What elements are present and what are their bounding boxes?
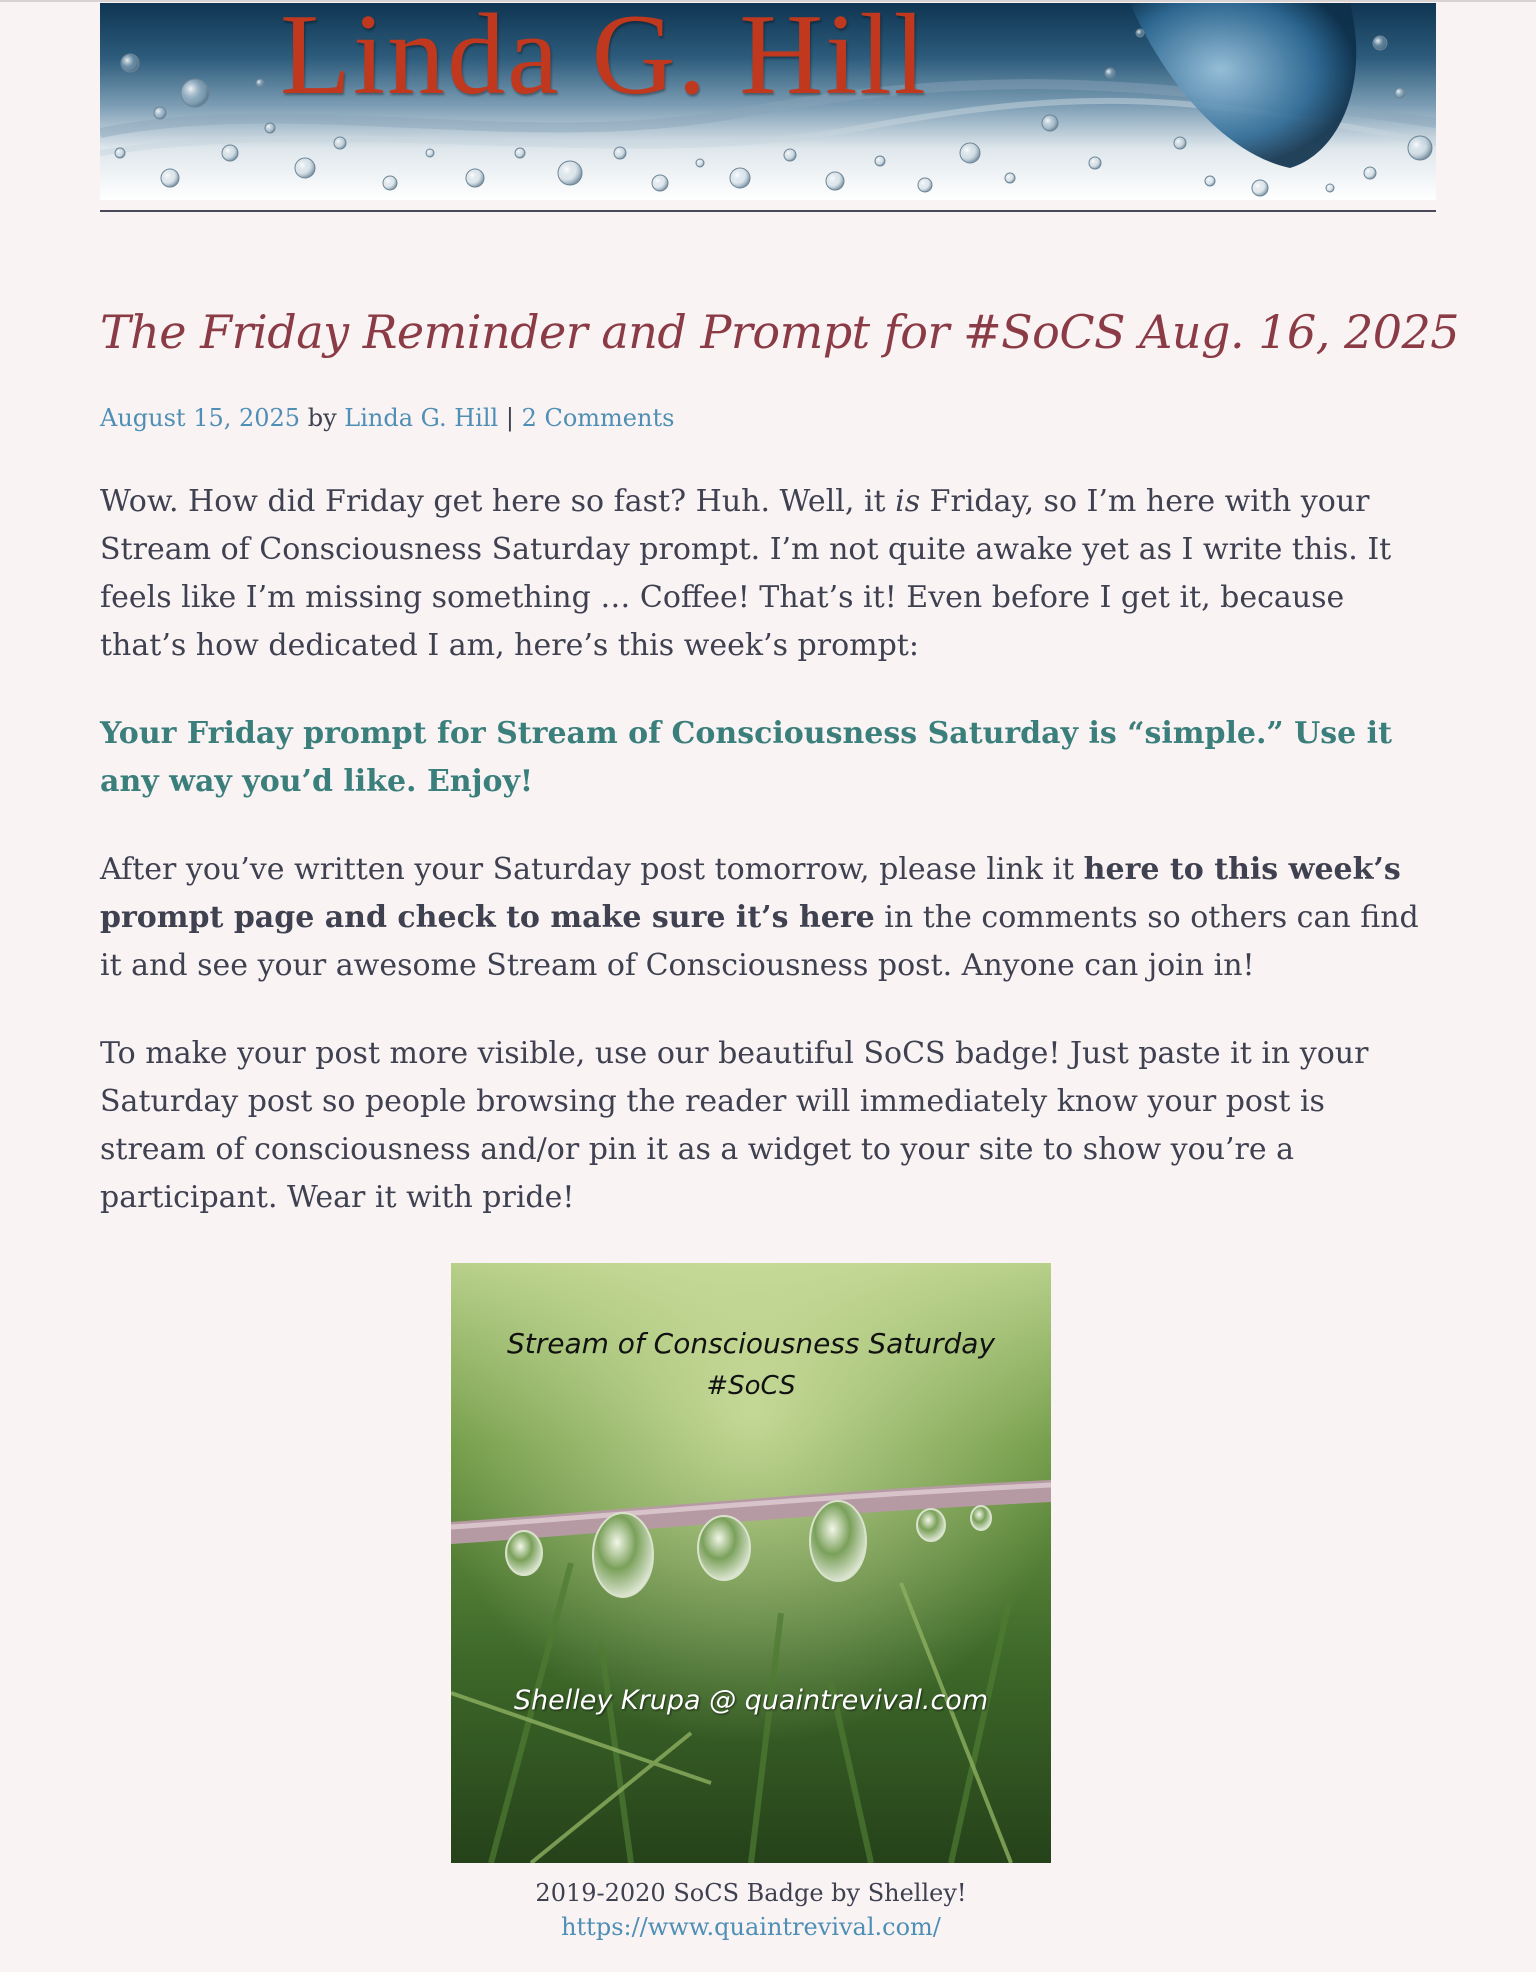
socs-badge-image[interactable] bbox=[451, 1263, 1051, 1863]
badge-heading: Stream of Consciousness Saturday bbox=[506, 1327, 996, 1360]
post-title[interactable]: The Friday Reminder and Prompt for #SoCS Aug. 16, 2025 bbox=[100, 305, 1460, 359]
by-label: by bbox=[307, 404, 337, 432]
prompt-paragraph: Your Friday prompt for Stream of Consciousness Saturday is “simple.” Use it any way you’d like. Enjoy! bbox=[100, 716, 1392, 799]
post-meta bbox=[100, 404, 674, 432]
top-border bbox=[0, 0, 1536, 2]
emphasis-is: is bbox=[895, 484, 921, 519]
caption-text: 2019-2020 SoCS Badge by Shelley! bbox=[535, 1879, 967, 1907]
meta-separator: | bbox=[505, 404, 514, 432]
badge-credit: Shelley Krupa @ quaintrevival.com bbox=[513, 1685, 989, 1716]
intro-paragraph: Wow. How did Friday get here so fast? Huh. Well, it is Friday, so I’m here with your Stream of Consciousness Saturday prompt. I’m not quite awake yet as I write this. It feels like I’m missing something … Coffee! That’s it! Even before I get it, because that’s how dedicated I am, here’s this week’s prompt: bbox=[100, 484, 1392, 663]
header-divider bbox=[100, 210, 1436, 212]
image-caption bbox=[451, 1876, 1051, 1944]
instructions-paragraph: After you’ve written your Saturday post tomorrow, please link it here to this week’s prompt page and check to make sure it’s here in the comments so others can find it and see your awesome Stream of Consciousness post. Anyone can join in! bbox=[100, 852, 1419, 983]
author-link[interactable]: Linda G. Hill bbox=[344, 404, 499, 432]
post-content bbox=[100, 478, 1436, 1262]
site-title[interactable]: Linda G. Hill bbox=[280, 3, 928, 119]
badge-hashtag: #SoCS bbox=[706, 1371, 796, 1401]
caption-url-link[interactable]: https://www.quaintrevival.com/ bbox=[561, 1913, 941, 1941]
link-instruction: here to this week’s prompt page and check to make sure it’s here bbox=[100, 852, 1401, 935]
comments-link[interactable]: 2 Comments bbox=[521, 404, 675, 432]
badge-paragraph: To make your post more visible, use our beautiful SoCS badge! Just paste it in your Saturday post so people browsing the reader will immediately know your post is stream of consciousness and/or pin it as a widget to your site to show you’re a participant. Wear it with pride! bbox=[100, 1036, 1369, 1215]
site-header-banner[interactable] bbox=[100, 3, 1436, 200]
post-date-link[interactable]: August 15, 2025 bbox=[100, 404, 301, 432]
